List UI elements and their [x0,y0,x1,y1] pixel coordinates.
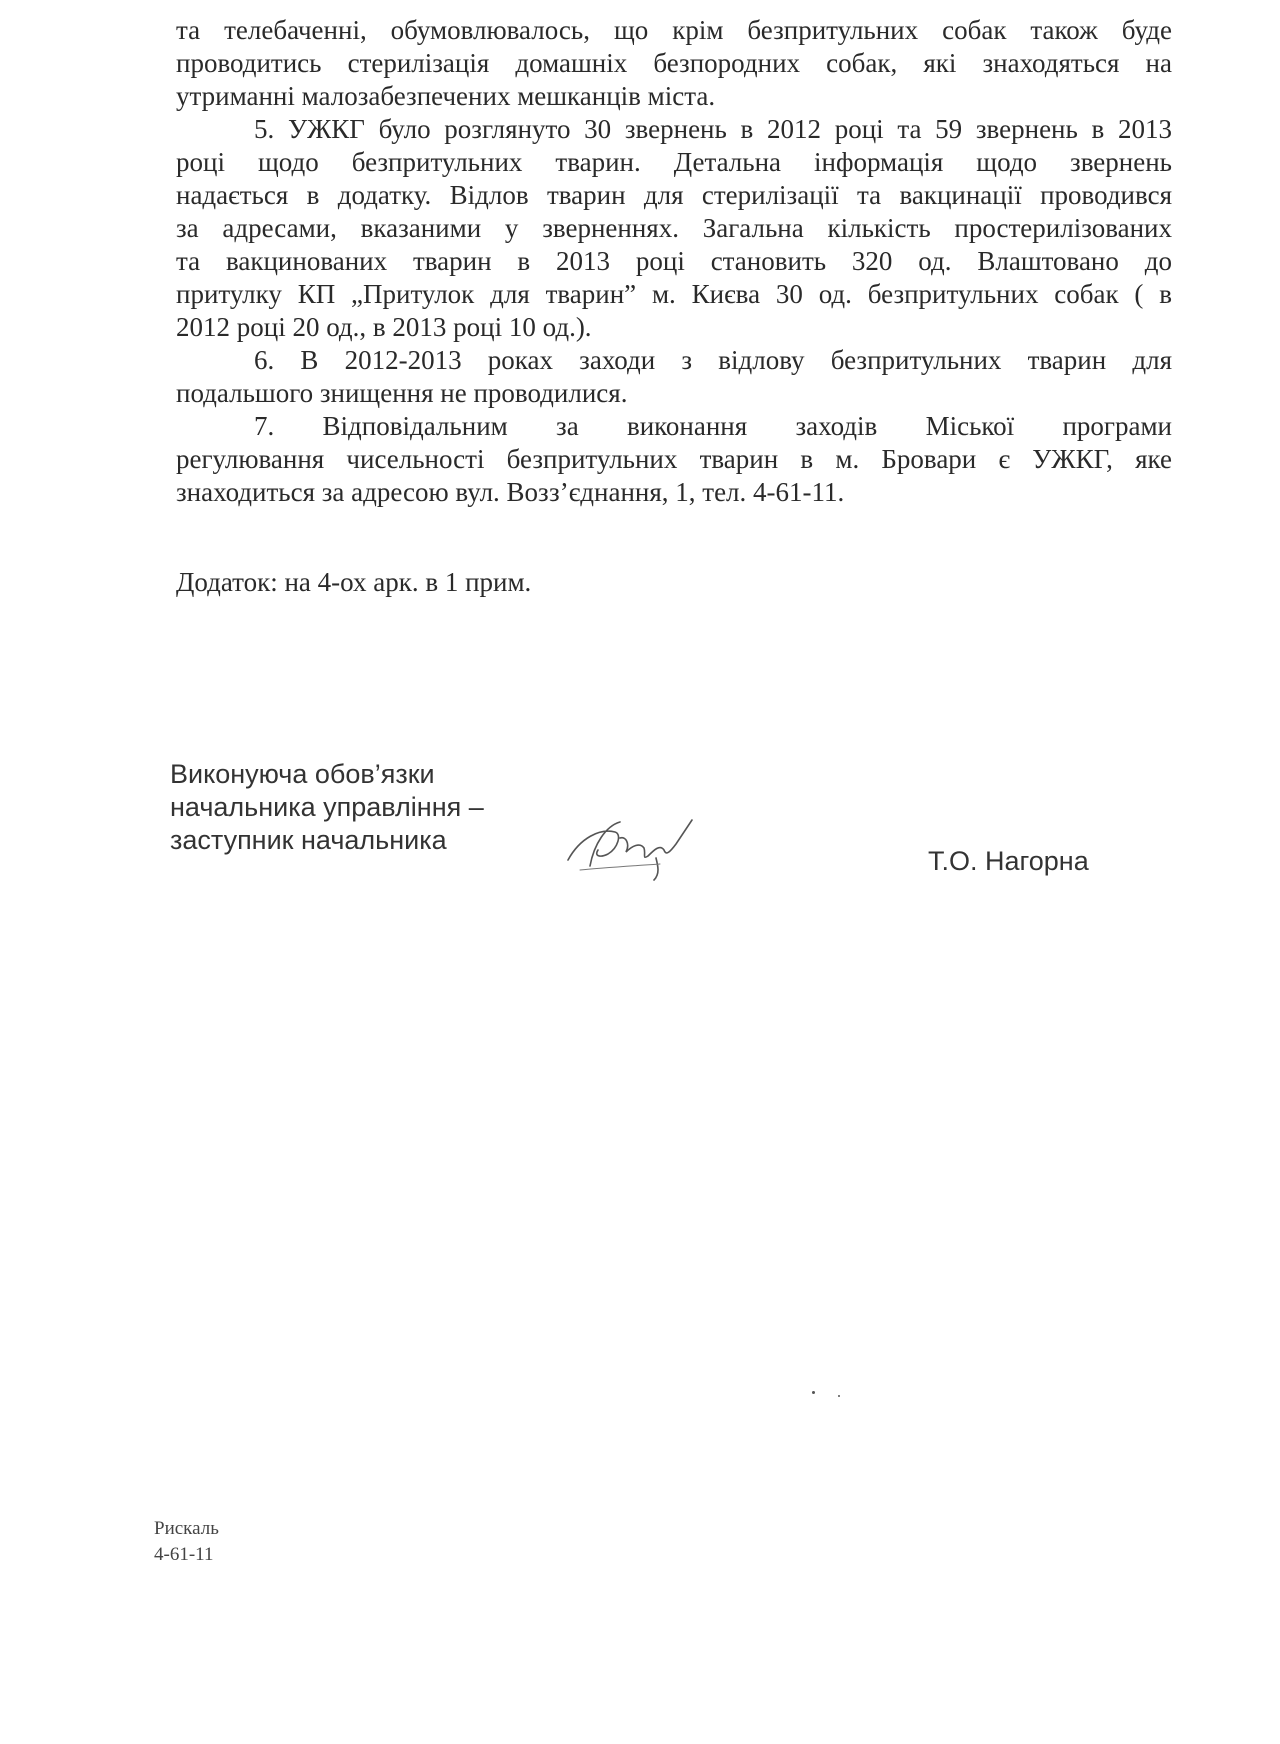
handwritten-signature [560,808,700,888]
scan-speck [812,1391,815,1394]
footer-author: Рискаль [154,1518,219,1539]
scan-speck [838,1395,840,1397]
text-line: регулювання чисельності безпритульних тварин в м. Бровари є УЖКГ, яке [176,444,1172,474]
signatory-name: Т.О. Нагорна [928,846,1089,876]
paragraph-5-first-line: 5. УЖКГ було розглянуто 30 звернень в 2012 році та 59 звернень в 2013 [254,114,1172,144]
text-line: та вакцинованих тварин в 2013 році становить 320 од. Влаштовано до [176,246,1172,276]
letter-body [176,14,1172,509]
footer-contact [154,1516,219,1568]
text-line: та телебаченні, обумовлювалось, що крім безпритульних собак також буде [176,15,1172,45]
signatory-title [170,758,484,857]
paragraph-7-first-line: 7. Відповідальним за виконання заходів Міської програми [254,411,1172,441]
text-line: році щодо безпритульних тварин. Детальна інформація щодо звернень [176,147,1172,177]
footer-phone: 4-61-11 [154,1544,214,1565]
text-line: утриманні малозабезпечених мешканців міста. [176,81,716,111]
text-line: за адресами, вказаними у зверненнях. Загальна кількість простерилізованих [176,213,1172,243]
signatory-title-line: Виконуюча обов’язки [170,759,435,789]
text-line: притулку КП „Притулок для тварин” м. Києва 30 од. безпритульних собак ( в [176,279,1172,309]
text-line: 2012 році 20 од., в 2013 році 10 од.). [176,312,592,342]
signatory-title-line: начальника управління – [170,792,484,822]
text-line: проводитись стерилізація домашніх безпородних собак, які знаходяться на [176,48,1172,78]
text-line: надається в додатку. Відлов тварин для стерилізації та вакцинації проводився [176,180,1172,210]
attachment-note: Додаток: на 4-ох арк. в 1 прим. [176,567,532,597]
signatory-title-line: заступник начальника [170,825,447,855]
paragraph-6-first-line: 6. В 2012-2013 роках заходи з відлову безпритульних тварин для [254,345,1172,375]
text-line: подальшого знищення не проводилися. [176,378,628,408]
text-line: знаходиться за адресою вул. Возз’єднання, 1, тел. 4-61-11. [176,477,845,507]
